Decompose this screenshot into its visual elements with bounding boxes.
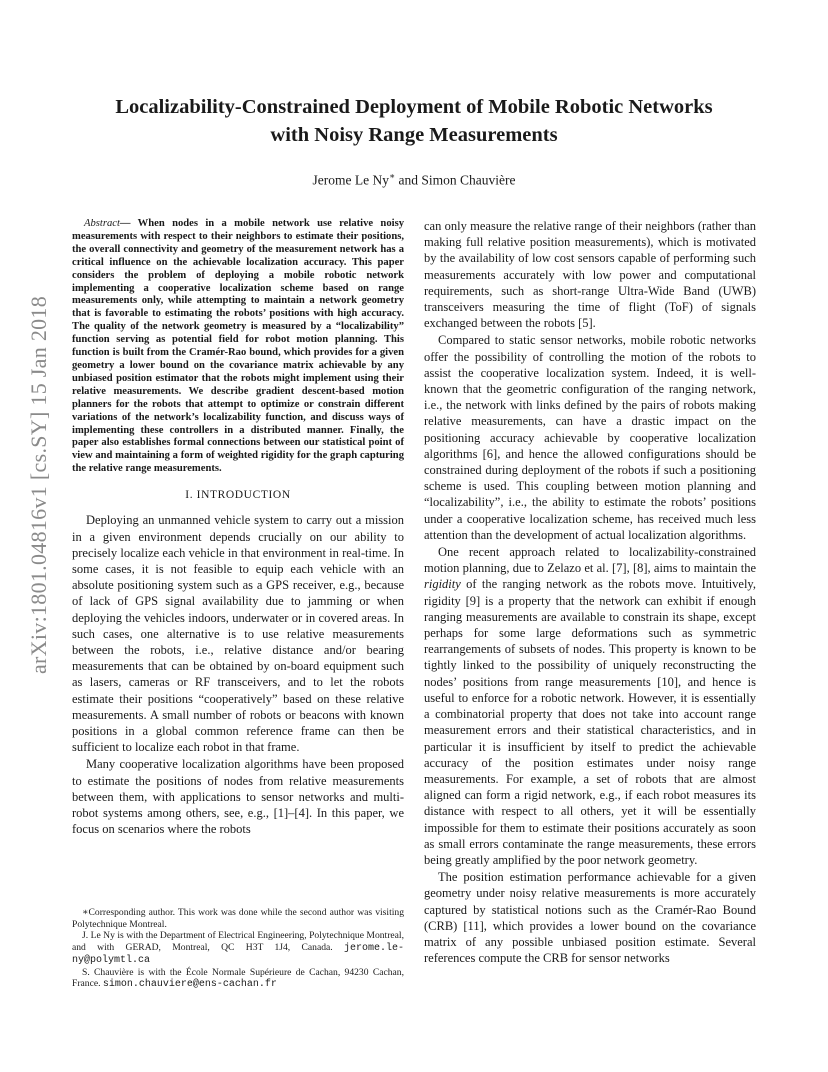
author-2: Simon Chauvière: [421, 172, 516, 188]
right-paragraph-3: [424, 544, 756, 868]
section-heading-introduction: I. INTRODUCTION: [185, 489, 291, 502]
right-column: [424, 218, 756, 967]
footnote-corresponding: ∗Corresponding author. This work was done while the second author was visiting Polytechnique Montreal.: [72, 907, 404, 930]
rigidity-emphasis: rigidity: [424, 577, 461, 592]
footnote-author-1-text: J. Le Ny is with the Department of Electrical Engineering, Polytechnique Montreal, and with GERAD, Montreal, QC H3T 1J4, Canada.: [72, 930, 404, 953]
abstract-text: When nodes in a mobile network use relative noisy measurements with respect to their neighbors to estimate their positions, the overall connectivity and geometry of the measurement network has a critical influence on the achievable localization accuracy. This paper considers the problem of deploying a mobile robotic network implementing a cooperative localization scheme based on range measurements only, while attempting to maintain a network geometry that is favorable to estimating the robots’ positions with high accuracy. The quality of the network geometry is measured by a “localizability” function serving as potential field for robot motion planning. This function is built from the Cramér-Rao bound, which provides for a given geometry a lower bound on the covariance matrix achievable by any unbiased position estimator that the robots might implement using their relative measurements. We describe gradient descent-based motion planners for the robots that attempt to optimize or constrain different variations of the network’s localizability function, and discuss ways of implementing these controllers in a distributed manner. Finally, the paper also establishes formal connections between our statistical point of view and maintaining a form of weighted rigidity for the graph capturing the relative range measurements.: [72, 218, 404, 475]
right-paragraph-3-part-2: of the ranging network as the robots move. Intuitively, rigidity [9] is a property that the network can exhibit if enough ranging measurements are available to constrain its shape, except perhaps for some large deformations such as symmetric rearrangements of subsets of nodes. This property is known to be tightly linked to the possibility of uniquely reconstructing the nodes’ positions from range measurements [10], and hence is useful to enforce for a robotic network. However, it is essentially a combinatorial property that does not take into account range measurement errors and their statistical characteristics, and in particular it is insufficient by itself to predict the achievable accuracy of the position estimates under noisy range measurements. For example, a set of robots that are almost aligned can form a rigid network, e.g., if each robot measures its distance with respect to all others, yet it will be essentially impossible for them to estimate their positions accurately as soon as small errors contaminate the range measurements, these errors being greatly amplified by the poor network geometry.: [424, 577, 756, 867]
footnotes: [72, 907, 404, 991]
footnote-author-1: [72, 930, 404, 967]
email-author-2[interactable]: simon.chauviere@ens-cachan.fr: [102, 979, 277, 990]
author-1: Jerome Le Ny: [312, 172, 389, 188]
right-paragraph-2: Compared to static sensor networks, mobile robotic networks offer the possibility of controlling the motion of the robots to assist the cooperative localization system. Indeed, it is well-known that the geometric configuration of the ranging network, i.e., the network with links defined by the pairs of robots making relative measurements, can have a drastic impact on the positioning accuracy achievable by cooperative localization algorithms [6], and hence the allowed configurations should be constrained during deployment of the robots if such a positioning scheme is used. This coupling between motion planning and “localizability”, i.e., the ability to estimate the robots’ positions under a cooperative localization scheme, has received much less attention than the development of actual localization algorithms.: [424, 333, 756, 542]
right-paragraph-4: The position estimation performance achievable for a given geometry under noisy relative measurements is more accurately captured by statistical notions such as the Cramér-Rao Bound (CRB) [11], which provides a lower bound on the covariance matrix of any possible unbiased position estimate. Several references compute the CRB for sensor networks: [424, 870, 756, 966]
footnote-author-2: [72, 967, 404, 991]
right-paragraph-3-part-1: One recent approach related to localizability-constrained motion planning, due to Zelazo et al. [7], [8], aims to maintain the: [424, 545, 756, 576]
title-line-1: Localizability-Constrained Deployment of Mobile Robotic Networks: [115, 96, 713, 118]
right-paragraph-1: can only measure the relative range of their neighbors (rather than making full relative position measurements), which is motivated by the availability of low cost sensors capable of performing such measurements accurately with low power and computational requirements, such as short-range Ultra-Wide Band (UWB) transceivers measuring the time of flight (ToF) of signals exchanged between the robots [5].: [424, 219, 756, 331]
abstract-dash: —: [119, 218, 138, 229]
arxiv-id: arXiv:1801.04816v1 [cs.SY] 15 Jan 2018: [26, 295, 51, 675]
arxiv-stamp: [22, 290, 56, 680]
authors: [70, 171, 758, 189]
author-connector: and: [395, 172, 422, 188]
author-1-mark: ∗: [388, 171, 396, 181]
abstract: [72, 218, 404, 476]
abstract-label: Abstract: [84, 218, 120, 229]
title-line-2: with Noisy Range Measurements: [270, 124, 558, 146]
intro-paragraph-1: Deploying an unmanned vehicle system to carry out a mission in a given environment depends crucially on our ability to precisely localize each vehicle in that environment in real-time. In some cases, it is not feasible to equip each vehicle with an absolute positioning system such as a GPS receiver, e.g., because of lack of GPS signal availability due to jamming or when deploying the vehicles indoors, underwater or in covered areas. In such cases, one alternative is to use relative measurements between the robots, i.e., relative distance and/or bearing measurements that can be obtained by on-board equipment such as lasers, cameras or RF transceivers, and to let the robots estimate their positions “cooperatively” based on these relative measurements. A small number of robots or beacons with known positions in a global common reference frame can then be sufficient to localize each robot in that frame.: [72, 513, 404, 755]
intro-paragraph-2: Many cooperative localization algorithms have been proposed to estimate the positions of nodes from relative measurements between them, with applications to sensor networks and multi-robot systems among others, see, e.g., [1]–[4]. In this paper, we focus on scenarios where the robots: [72, 757, 404, 837]
footnote-author-2-text: S. Chauvière is with the École Normale Supérieure de Cachan, 94230 Cachan, France.: [72, 966, 404, 989]
left-column: [72, 218, 404, 838]
email-author-1[interactable]: jerome.le-ny@polymtl.ca: [72, 942, 404, 966]
paper-title: [70, 93, 758, 149]
